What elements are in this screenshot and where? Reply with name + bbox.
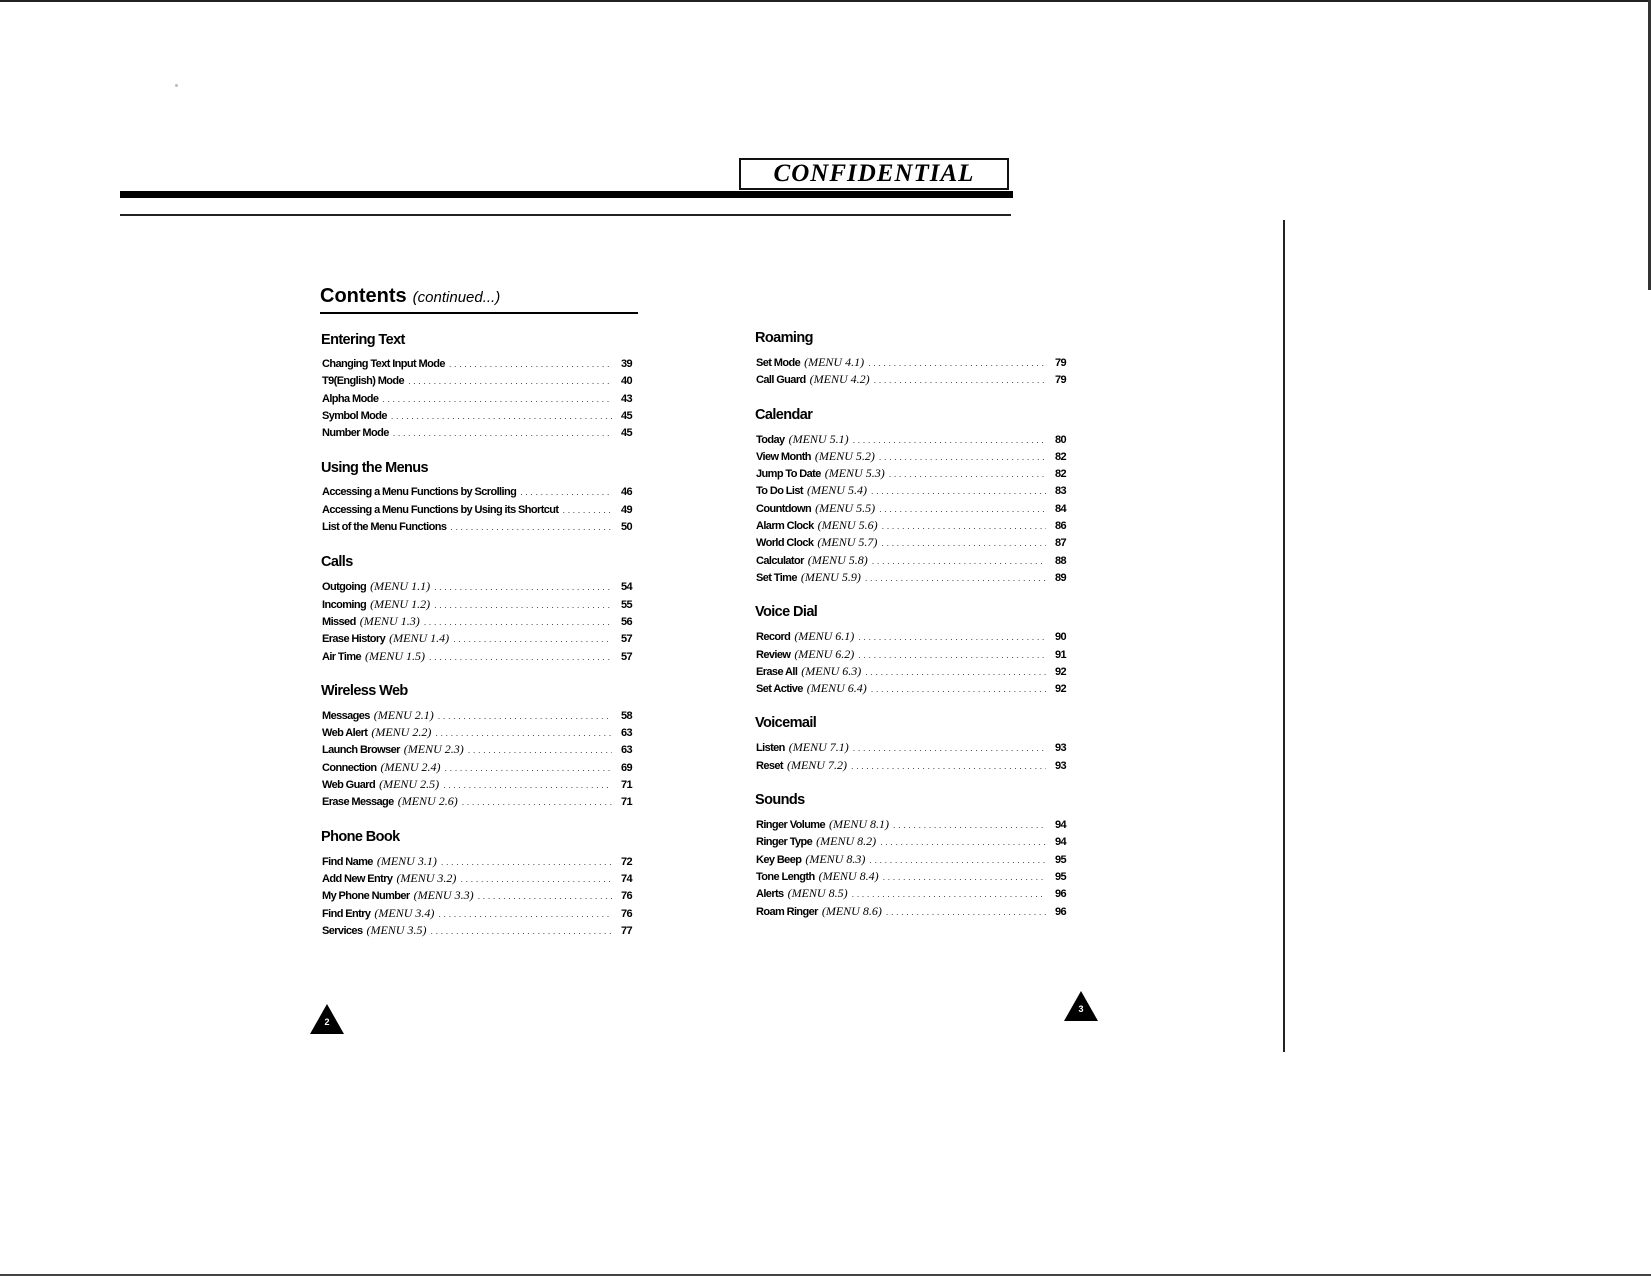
dot-leader xyxy=(429,649,612,666)
toc-entry xyxy=(322,922,632,939)
toc-entry xyxy=(322,707,632,724)
entry-name: Reset xyxy=(756,759,783,772)
entry-name: Ringer Type xyxy=(756,836,813,849)
entry-menu-ref: (MENU 3.1) xyxy=(376,853,437,868)
entry-menu-ref: (MENU 5.4) xyxy=(806,483,867,498)
entry-page-number: 83 xyxy=(1054,485,1066,498)
dot-leader xyxy=(865,664,1046,681)
entry-name: Ringer Volume xyxy=(756,819,826,832)
entry-name: Set Mode xyxy=(756,357,801,369)
section-title: Voicemail xyxy=(755,715,817,732)
entry-menu-ref: (MENU 3.2) xyxy=(396,870,457,885)
dot-leader xyxy=(858,629,1046,646)
entry-name: Find Entry xyxy=(322,907,371,920)
dot-leader xyxy=(382,391,612,408)
toc-entry xyxy=(322,408,632,425)
entry-menu-ref: (MENU 3.3) xyxy=(413,888,474,903)
entry-name: Connection xyxy=(322,761,377,774)
entry-page-number: 95 xyxy=(1054,853,1066,866)
entry-name: Accessing a Menu Functions by Scrolling xyxy=(322,486,517,499)
section-title: Using the Menus xyxy=(321,460,429,477)
toc-entry xyxy=(322,724,632,741)
dot-leader xyxy=(872,553,1046,570)
entry-name: World Clock xyxy=(756,537,814,550)
entry-name: Countdown xyxy=(756,502,812,515)
entry-name: Accessing a Menu Functions by Using its Shortcut xyxy=(322,503,559,516)
dot-leader xyxy=(851,758,1046,775)
entry-menu-ref: (MENU 8.2) xyxy=(816,834,877,849)
entry-menu-ref: (MENU 1.2) xyxy=(370,596,431,611)
toc-entry xyxy=(322,793,632,810)
toc-entry xyxy=(322,578,632,595)
dot-leader xyxy=(438,708,612,725)
entry-page-number: 46 xyxy=(620,486,632,499)
dot-leader xyxy=(445,760,613,777)
dot-leader xyxy=(449,356,612,373)
entry-name: Symbol Mode xyxy=(322,409,387,422)
entry-name: Find Name xyxy=(322,855,373,868)
entry-menu-ref: (MENU 1.3) xyxy=(359,613,420,628)
entry-name: List of the Menu Functions xyxy=(322,521,447,534)
dot-leader xyxy=(408,373,612,390)
contents-underline xyxy=(320,312,638,314)
dot-leader xyxy=(520,484,612,501)
toc-entry xyxy=(322,759,632,776)
page-top-border xyxy=(0,0,1651,2)
dot-leader xyxy=(438,906,612,923)
entry-name: Erase History xyxy=(322,633,386,646)
entry-menu-ref: (MENU 8.5) xyxy=(787,886,848,901)
entry-page-number: 79 xyxy=(1054,357,1066,369)
toc-entry xyxy=(756,868,1066,885)
dot-leader xyxy=(450,519,612,536)
dot-leader xyxy=(441,854,612,871)
toc-entry xyxy=(322,596,632,613)
entry-page-number: 50 xyxy=(620,521,632,534)
entry-name: Incoming xyxy=(322,598,367,611)
section-title: Phone Book xyxy=(321,828,400,845)
entry-name: Call Guard xyxy=(756,374,806,387)
dot-leader xyxy=(893,817,1046,834)
entry-menu-ref: (MENU 5.2) xyxy=(814,448,875,463)
section-title: Roaming xyxy=(755,330,813,346)
header-thick-rule xyxy=(120,191,1013,198)
contents-title: Contents xyxy=(320,285,407,307)
toc-entry xyxy=(756,569,1066,586)
toc-entry xyxy=(756,534,1066,551)
entry-page-number: 82 xyxy=(1054,468,1066,481)
toc-left-column xyxy=(322,332,632,957)
toc-entry xyxy=(322,776,632,793)
entry-menu-ref: (MENU 7.1) xyxy=(788,740,849,755)
entry-name: Tone Length xyxy=(756,870,815,883)
dot-leader xyxy=(882,518,1046,535)
dot-leader xyxy=(874,372,1046,389)
dot-leader xyxy=(453,631,612,648)
toc-entry xyxy=(322,519,632,536)
entry-menu-ref: (MENU 3.5) xyxy=(366,922,427,937)
dot-leader xyxy=(853,432,1046,449)
section-title: Calls xyxy=(321,554,353,571)
section-title: Voice Dial xyxy=(755,604,818,621)
contents-heading xyxy=(320,285,640,308)
dot-leader xyxy=(889,466,1046,483)
entry-page-number: 74 xyxy=(620,872,632,885)
toc-entry xyxy=(756,757,1066,774)
entry-page-number: 82 xyxy=(1054,450,1066,463)
entry-page-number: 94 xyxy=(1054,819,1066,832)
entry-name: Services xyxy=(322,924,363,937)
entry-page-number: 76 xyxy=(620,890,632,903)
entry-page-number: 45 xyxy=(620,427,632,440)
entry-menu-ref: (MENU 8.1) xyxy=(829,817,890,832)
dot-leader xyxy=(881,535,1046,552)
entry-page-number: 77 xyxy=(620,924,632,937)
entry-menu-ref: (MENU 2.2) xyxy=(371,725,432,740)
toc-entry xyxy=(756,448,1066,465)
entry-page-number: 90 xyxy=(1054,631,1066,644)
entry-page-number: 43 xyxy=(620,392,632,405)
entry-page-number: 45 xyxy=(620,409,632,422)
dot-leader xyxy=(393,425,612,442)
toc-section xyxy=(756,330,1066,389)
entry-page-number: 80 xyxy=(1054,433,1066,446)
toc-entry xyxy=(756,431,1066,448)
entry-page-number: 84 xyxy=(1054,502,1066,515)
dot-leader xyxy=(869,852,1046,869)
entry-name: Air Time xyxy=(322,650,362,663)
toc-section xyxy=(756,604,1066,697)
entry-page-number: 93 xyxy=(1054,759,1066,772)
section-title: Wireless Web xyxy=(321,682,408,699)
entry-name: Missed xyxy=(322,615,356,628)
entry-page-number: 92 xyxy=(1054,683,1066,696)
entry-page-number: 86 xyxy=(1054,520,1066,533)
entry-name: My Phone Number xyxy=(322,890,410,903)
entry-name: To Do List xyxy=(756,485,803,498)
entry-page-number: 57 xyxy=(620,650,632,663)
entry-page-number: 49 xyxy=(620,503,632,516)
dot-leader xyxy=(460,871,612,888)
entry-menu-ref: (MENU 1.4) xyxy=(389,631,450,646)
contents-subtitle: (continued...) xyxy=(412,289,501,306)
entry-page-number: 58 xyxy=(620,709,632,722)
entry-menu-ref: (MENU 5.1) xyxy=(788,431,849,446)
toc-section xyxy=(322,829,632,939)
entry-page-number: 88 xyxy=(1054,554,1066,567)
entry-menu-ref: (MENU 2.4) xyxy=(380,759,441,774)
section-title: Calendar xyxy=(755,406,813,423)
page-number-left: 2 xyxy=(324,1017,330,1027)
dot-leader xyxy=(462,794,612,811)
toc-entry xyxy=(322,502,632,519)
entry-name: View Month xyxy=(756,450,811,463)
dot-leader xyxy=(443,777,612,794)
entry-name: Record xyxy=(756,631,791,644)
dot-leader xyxy=(858,647,1046,664)
entry-page-number: 87 xyxy=(1054,537,1066,550)
entry-page-number: 39 xyxy=(620,358,632,370)
entry-name: Today xyxy=(756,433,785,446)
dot-leader xyxy=(879,449,1046,466)
toc-section xyxy=(756,792,1066,920)
entry-name: Alarm Clock xyxy=(756,520,814,533)
entry-page-number: 92 xyxy=(1054,665,1066,678)
entry-page-number: 93 xyxy=(1054,742,1066,755)
toc-entry xyxy=(322,905,632,922)
toc-entry xyxy=(322,887,632,904)
entry-menu-ref: (MENU 1.1) xyxy=(370,579,431,594)
entry-menu-ref: (MENU 3.4) xyxy=(374,905,435,920)
entry-menu-ref: (MENU 4.1) xyxy=(804,355,865,369)
entry-name: Alerts xyxy=(756,888,784,901)
entry-menu-ref: (MENU 2.5) xyxy=(379,777,440,792)
dot-leader xyxy=(879,501,1046,518)
toc-entry xyxy=(756,646,1066,663)
toc-entry xyxy=(322,630,632,647)
toc-entry xyxy=(322,870,632,887)
entry-page-number: 94 xyxy=(1054,836,1066,849)
entry-menu-ref: (MENU 6.4) xyxy=(806,681,867,696)
entry-name: Listen xyxy=(756,742,785,755)
entry-name: Calculator xyxy=(756,554,804,567)
entry-name: Number Mode xyxy=(322,427,389,440)
toc-section xyxy=(322,683,632,811)
page-number-right: 3 xyxy=(1078,1004,1084,1014)
toc-section xyxy=(756,407,1066,587)
entry-name: Jump To Date xyxy=(756,468,821,481)
toc-entry xyxy=(756,833,1066,850)
entry-name: Messages xyxy=(322,709,370,722)
toc-right-column xyxy=(756,330,1066,938)
entry-menu-ref: (MENU 2.1) xyxy=(373,707,434,722)
entry-menu-ref: (MENU 5.5) xyxy=(815,500,876,515)
toc-entry xyxy=(756,816,1066,833)
entry-name: Key Beep xyxy=(756,853,802,866)
toc-entry xyxy=(756,371,1066,388)
dot-leader xyxy=(424,614,612,631)
dot-leader xyxy=(852,886,1046,903)
dot-leader xyxy=(434,579,612,596)
entry-page-number: 91 xyxy=(1054,648,1066,661)
section-title: Sounds xyxy=(755,792,805,809)
entry-name: Erase Message xyxy=(322,796,394,809)
entry-menu-ref: (MENU 6.2) xyxy=(794,646,855,661)
section-title: Entering Text xyxy=(321,332,405,348)
entry-page-number: 95 xyxy=(1054,870,1066,883)
dot-leader xyxy=(868,355,1046,372)
entry-name: Set Active xyxy=(756,683,803,696)
toc-entry xyxy=(756,885,1066,902)
entry-menu-ref: (MENU 2.3) xyxy=(403,742,464,757)
entry-page-number: 40 xyxy=(620,375,632,388)
entry-menu-ref: (MENU 5.6) xyxy=(817,518,878,533)
entry-name: T9(English) Mode xyxy=(322,375,405,388)
entry-menu-ref: (MENU 4.2) xyxy=(809,372,870,387)
entry-name: Changing Text Input Mode xyxy=(322,358,445,370)
toc-entry xyxy=(322,613,632,630)
toc-entry xyxy=(756,663,1066,680)
page-number-triangle-right xyxy=(1064,991,1098,1021)
page-gutter-line xyxy=(1283,220,1285,1052)
header-thin-rule xyxy=(120,214,1011,216)
toc-entry xyxy=(756,552,1066,569)
toc-section xyxy=(322,332,632,442)
dot-leader xyxy=(880,834,1046,851)
toc-entry xyxy=(322,741,632,758)
dot-leader xyxy=(883,869,1046,886)
toc-entry xyxy=(756,903,1066,920)
toc-entry xyxy=(756,354,1066,371)
entry-menu-ref: (MENU 2.6) xyxy=(397,794,458,809)
toc-entry xyxy=(756,500,1066,517)
entry-name: Web Guard xyxy=(322,779,376,792)
dot-leader xyxy=(562,502,612,519)
entry-page-number: 63 xyxy=(620,744,632,757)
entry-menu-ref: (MENU 7.2) xyxy=(786,757,847,772)
entry-page-number: 54 xyxy=(620,581,632,594)
dot-leader xyxy=(853,740,1046,757)
entry-name: Erase All xyxy=(756,665,798,678)
entry-name: Launch Browser xyxy=(322,744,400,757)
entry-name: Outgoing xyxy=(322,581,367,594)
dot-leader xyxy=(430,923,612,940)
dot-leader xyxy=(871,483,1046,500)
toc-entry xyxy=(756,851,1066,868)
toc-entry xyxy=(322,484,632,501)
dot-leader xyxy=(468,742,612,759)
scan-speck xyxy=(175,84,178,87)
entry-page-number: 69 xyxy=(620,761,632,774)
toc-entry xyxy=(322,425,632,442)
entry-page-number: 89 xyxy=(1054,571,1066,584)
toc-entry xyxy=(322,648,632,665)
entry-menu-ref: (MENU 5.3) xyxy=(824,466,885,481)
toc-entry xyxy=(756,465,1066,482)
dot-leader xyxy=(865,570,1046,587)
toc-section xyxy=(322,460,632,536)
toc-entry xyxy=(756,680,1066,697)
toc-entry xyxy=(322,391,632,408)
entry-name: Set Time xyxy=(756,571,797,584)
entry-page-number: 57 xyxy=(620,633,632,646)
entry-menu-ref: (MENU 8.6) xyxy=(821,903,882,918)
dot-leader xyxy=(478,888,612,905)
dot-leader xyxy=(435,725,612,742)
entry-name: Roam Ringer xyxy=(756,905,818,918)
entry-page-number: 63 xyxy=(620,727,632,740)
entry-menu-ref: (MENU 1.5) xyxy=(365,648,426,663)
toc-entry xyxy=(756,628,1066,645)
entry-menu-ref: (MENU 5.8) xyxy=(807,552,868,567)
toc-entry xyxy=(756,482,1066,499)
entry-page-number: 76 xyxy=(620,907,632,920)
entry-page-number: 71 xyxy=(620,796,632,809)
entry-menu-ref: (MENU 8.3) xyxy=(805,851,866,866)
toc-entry xyxy=(756,739,1066,756)
entry-name: Alpha Mode xyxy=(322,392,379,405)
dot-leader xyxy=(391,408,612,425)
entry-menu-ref: (MENU 5.9) xyxy=(800,569,861,584)
entry-page-number: 71 xyxy=(620,779,632,792)
confidential-stamp: CONFIDENTIAL xyxy=(739,158,1009,190)
toc-entry xyxy=(322,853,632,870)
entry-menu-ref: (MENU 8.4) xyxy=(818,868,879,883)
entry-name: Add New Entry xyxy=(322,872,393,885)
dot-leader xyxy=(434,597,612,614)
toc-section xyxy=(322,554,632,664)
toc-section xyxy=(756,715,1066,774)
entry-page-number: 96 xyxy=(1054,888,1066,901)
dot-leader xyxy=(886,904,1046,921)
entry-name: Web Alert xyxy=(322,727,368,740)
toc-entry xyxy=(322,356,632,373)
entry-page-number: 72 xyxy=(620,855,632,868)
page-number-triangle-left xyxy=(310,1004,344,1034)
entry-name: Review xyxy=(756,648,791,661)
entry-page-number: 96 xyxy=(1054,905,1066,918)
toc-entry xyxy=(756,517,1066,534)
entry-page-number: 79 xyxy=(1054,374,1066,387)
toc-entry xyxy=(322,373,632,390)
dot-leader xyxy=(871,681,1046,698)
entry-page-number: 55 xyxy=(620,598,632,611)
entry-menu-ref: (MENU 5.7) xyxy=(817,535,878,550)
entry-menu-ref: (MENU 6.3) xyxy=(801,663,862,678)
entry-page-number: 56 xyxy=(620,615,632,628)
entry-menu-ref: (MENU 6.1) xyxy=(794,629,855,644)
